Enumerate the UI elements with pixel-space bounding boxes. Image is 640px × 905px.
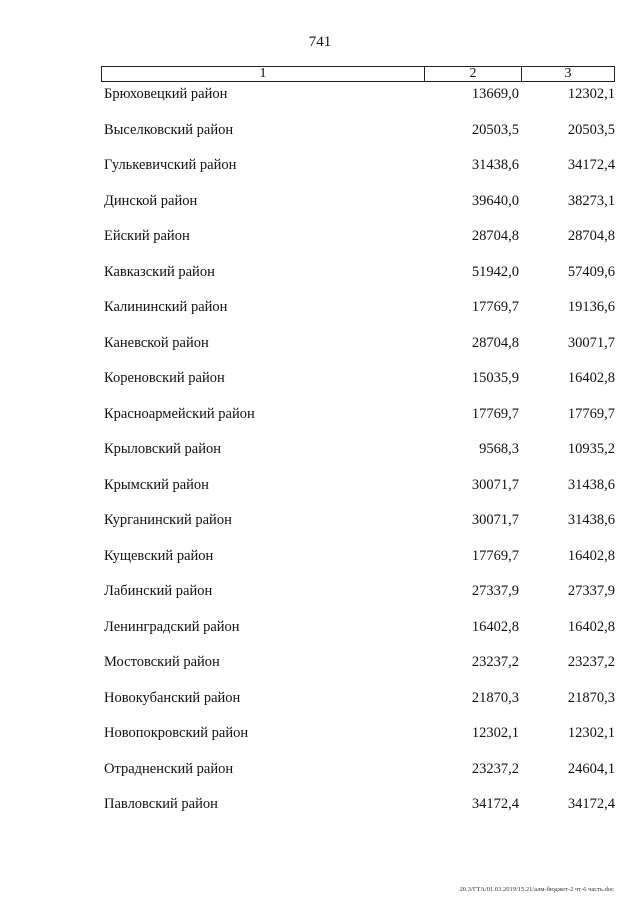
- value-col-2: 13669,0: [471, 86, 519, 102]
- value-col-3: 30071,7: [567, 334, 615, 351]
- value-col-2: 31438,6: [471, 157, 519, 173]
- table-row: [101, 512, 615, 548]
- header-col-1: 1: [102, 67, 425, 81]
- value-col-3: 27337,9: [567, 583, 615, 599]
- value-col-3: 24604,1: [567, 760, 615, 777]
- table-row: [101, 690, 615, 726]
- table-row: [101, 228, 615, 264]
- value-col-3: 20503,5: [567, 121, 615, 138]
- table-row: [101, 761, 615, 797]
- district-name: Отрадненский район: [104, 760, 234, 777]
- value-col-2: 17769,7: [471, 299, 519, 315]
- value-col-2: 23237,2: [471, 654, 519, 670]
- value-col-2: 9568,3: [479, 441, 519, 457]
- table-row: [101, 370, 615, 406]
- table-row: [101, 583, 615, 619]
- value-col-3: 31438,6: [567, 476, 615, 493]
- table-row: [101, 654, 615, 690]
- table-row: [101, 548, 615, 584]
- footer-file-path: 20.3/ГТА/01.03.2019/15.21/алм-бюджет-2 чт-6 часть.doc: [459, 886, 614, 893]
- value-col-3: 38273,1: [567, 192, 615, 209]
- district-name: Новокубанский район: [104, 689, 241, 706]
- value-col-3: 10935,2: [567, 441, 615, 457]
- table-row: [101, 335, 615, 371]
- value-col-2: 39640,0: [471, 192, 519, 209]
- table-row: [101, 796, 615, 832]
- table-row: [101, 122, 615, 158]
- value-col-3: 16402,8: [567, 547, 615, 564]
- value-col-3: 34172,4: [567, 796, 615, 812]
- value-col-2: 15035,9: [471, 370, 519, 386]
- table-row: [101, 406, 615, 442]
- district-name: Каневской район: [104, 334, 209, 351]
- value-col-3: 12302,1: [567, 86, 615, 102]
- district-name: Ленинградский район: [104, 618, 240, 635]
- header-col-3: 3: [564, 66, 572, 81]
- district-name: Выселковский район: [104, 121, 234, 138]
- value-col-2: 17769,7: [471, 405, 519, 422]
- value-col-3: 16402,8: [567, 618, 615, 635]
- district-name: Новопокровский район: [104, 725, 249, 741]
- value-col-2: 23237,2: [471, 760, 519, 777]
- district-name: Кавказский район: [104, 263, 215, 280]
- value-col-2: 27337,9: [471, 583, 519, 599]
- table-row: [101, 299, 615, 335]
- table-row: [101, 725, 615, 761]
- value-col-3: 28704,8: [567, 228, 615, 244]
- value-col-3: 57409,6: [567, 263, 615, 280]
- district-name: Мостовский район: [104, 654, 220, 670]
- table-header-row: [101, 66, 615, 82]
- value-col-2: 16402,8: [471, 618, 519, 635]
- value-col-3: 17769,7: [567, 405, 615, 422]
- district-name: Калининский район: [104, 299, 228, 315]
- district-name: Динской район: [104, 192, 198, 209]
- district-name: Кущевский район: [104, 547, 214, 564]
- value-col-2: 12302,1: [471, 725, 519, 741]
- table-row: [101, 86, 615, 122]
- value-col-2: 28704,8: [471, 334, 519, 351]
- district-name: Красноармейский район: [104, 405, 255, 422]
- district-name: Крымский район: [104, 476, 209, 493]
- value-col-3: 16402,8: [567, 370, 615, 386]
- district-name: Курганинский район: [104, 512, 232, 528]
- value-col-3: 23237,2: [567, 654, 615, 670]
- district-name: Павловский район: [104, 796, 218, 812]
- district-name: Ейский район: [104, 228, 190, 244]
- district-name: Гулькевичский район: [104, 157, 237, 173]
- value-col-2: 30071,7: [471, 512, 519, 528]
- value-col-2: 17769,7: [471, 547, 519, 564]
- value-col-3: 21870,3: [567, 689, 615, 706]
- district-name: Крыловский район: [104, 441, 221, 457]
- table-row: [101, 264, 615, 300]
- value-col-2: 34172,4: [471, 796, 519, 812]
- value-col-2: 21870,3: [471, 689, 519, 706]
- value-col-3: 19136,6: [567, 299, 615, 315]
- table-row: [101, 441, 615, 477]
- value-col-2: 51942,0: [471, 263, 519, 280]
- value-col-2: 20503,5: [471, 121, 519, 138]
- district-name: Лабинский район: [104, 583, 213, 599]
- page-number: 741: [308, 34, 332, 50]
- value-col-3: 34172,4: [567, 157, 615, 173]
- value-col-2: 30071,7: [471, 476, 519, 493]
- table-row: [101, 477, 615, 513]
- value-col-3: 12302,1: [567, 725, 615, 741]
- district-name: Брюховецкий район: [104, 86, 228, 102]
- table-row: [101, 193, 615, 229]
- value-col-3: 31438,6: [567, 512, 615, 528]
- table-row: [101, 619, 615, 655]
- table-body: [101, 86, 615, 832]
- value-col-2: 28704,8: [471, 228, 519, 244]
- district-name: Кореновский район: [104, 370, 225, 386]
- header-col-2: 2: [425, 67, 522, 81]
- table-row: [101, 157, 615, 193]
